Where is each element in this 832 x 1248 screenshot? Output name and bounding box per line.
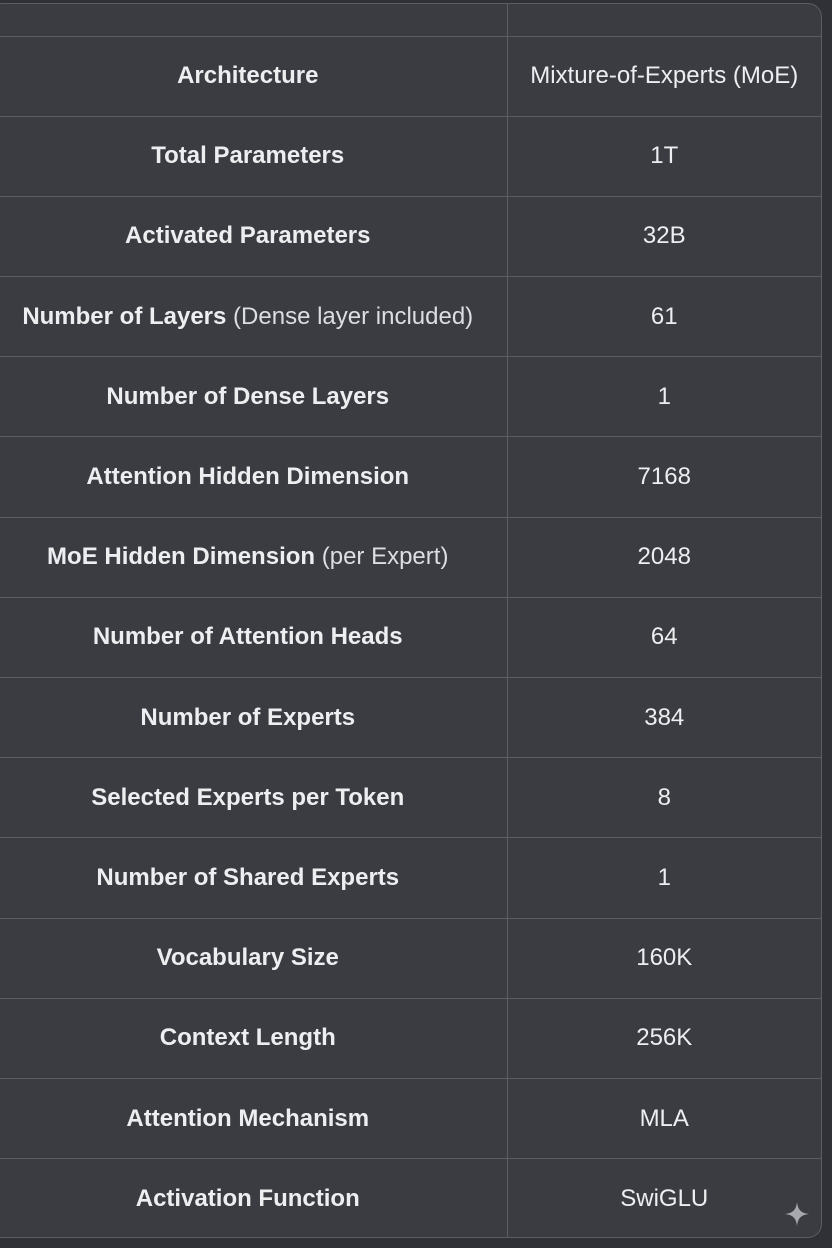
- table-row: [0, 918, 821, 998]
- row-label-cell: [0, 597, 507, 677]
- row-value: 8: [507, 758, 821, 838]
- row-label: Selected Experts per Token: [91, 783, 405, 811]
- table-row: [0, 517, 821, 597]
- table-row: [0, 437, 821, 517]
- row-value: 160K: [507, 918, 821, 998]
- row-label-cell: [0, 437, 507, 517]
- row-label-cell: [0, 517, 507, 597]
- row-label-cell: [0, 196, 507, 276]
- table-header-row: [0, 4, 821, 36]
- row-label: Number of Experts: [140, 703, 356, 731]
- row-value: 1: [507, 357, 821, 437]
- row-value: 2048: [507, 517, 821, 597]
- row-label-cell: [0, 116, 507, 196]
- row-label-cell: [0, 918, 507, 998]
- row-value: 32B: [507, 196, 821, 276]
- table-row: [0, 597, 821, 677]
- row-value: 256K: [507, 998, 821, 1078]
- table-row: [0, 196, 821, 276]
- row-label: Attention Hidden Dimension: [86, 463, 410, 491]
- row-label-cell: [0, 758, 507, 838]
- row-label: Architecture: [177, 62, 319, 90]
- table-row: [0, 357, 821, 437]
- row-value: MLA: [507, 1078, 821, 1158]
- row-value: 1T: [507, 116, 821, 196]
- row-label: Attention Mechanism: [126, 1104, 370, 1132]
- row-label: MoE Hidden Dimension: [47, 543, 316, 571]
- table-row: [0, 116, 821, 196]
- row-label-cell: [0, 838, 507, 918]
- row-value: 384: [507, 678, 821, 758]
- row-label: Total Parameters: [151, 142, 345, 170]
- table-row: [0, 758, 821, 838]
- row-label: Context Length: [159, 1024, 336, 1052]
- row-label-cell: [0, 1159, 507, 1238]
- row-value: 7168: [507, 437, 821, 517]
- row-value: 64: [507, 597, 821, 677]
- table-row: [0, 678, 821, 758]
- row-value: 1: [507, 838, 821, 918]
- row-label: Number of Layers: [22, 302, 227, 330]
- row-label-note: (Dense layer included): [226, 302, 474, 330]
- row-label-cell: [0, 998, 507, 1078]
- row-label: Number of Dense Layers: [106, 382, 390, 410]
- row-label-cell: [0, 277, 507, 357]
- row-value: 61: [507, 277, 821, 357]
- row-label: Number of Attention Heads: [92, 623, 403, 651]
- table-row: [0, 277, 821, 357]
- row-label: Vocabulary Size: [156, 944, 339, 972]
- row-value: SwiGLU: [620, 1184, 709, 1212]
- row-label-cell: [0, 1078, 507, 1158]
- header-cell-key: [0, 4, 507, 36]
- header-cell-value: [507, 4, 821, 36]
- sparkle-icon: [785, 1202, 809, 1226]
- row-label-cell: [0, 357, 507, 437]
- table-row: [0, 1078, 821, 1158]
- table-row: [0, 1159, 821, 1238]
- model-spec-table: [0, 3, 822, 1238]
- table-row: [0, 36, 821, 116]
- row-label: Activation Function: [135, 1184, 360, 1212]
- row-label-cell: [0, 678, 507, 758]
- row-label-note: (per Expert): [315, 543, 449, 571]
- row-label-cell: [0, 36, 507, 116]
- table-row: [0, 998, 821, 1078]
- row-label: Number of Shared Experts: [96, 863, 400, 891]
- table-row: [0, 838, 821, 918]
- row-label: Activated Parameters: [125, 222, 371, 250]
- row-value: Mixture-of-Experts (MoE): [507, 36, 821, 116]
